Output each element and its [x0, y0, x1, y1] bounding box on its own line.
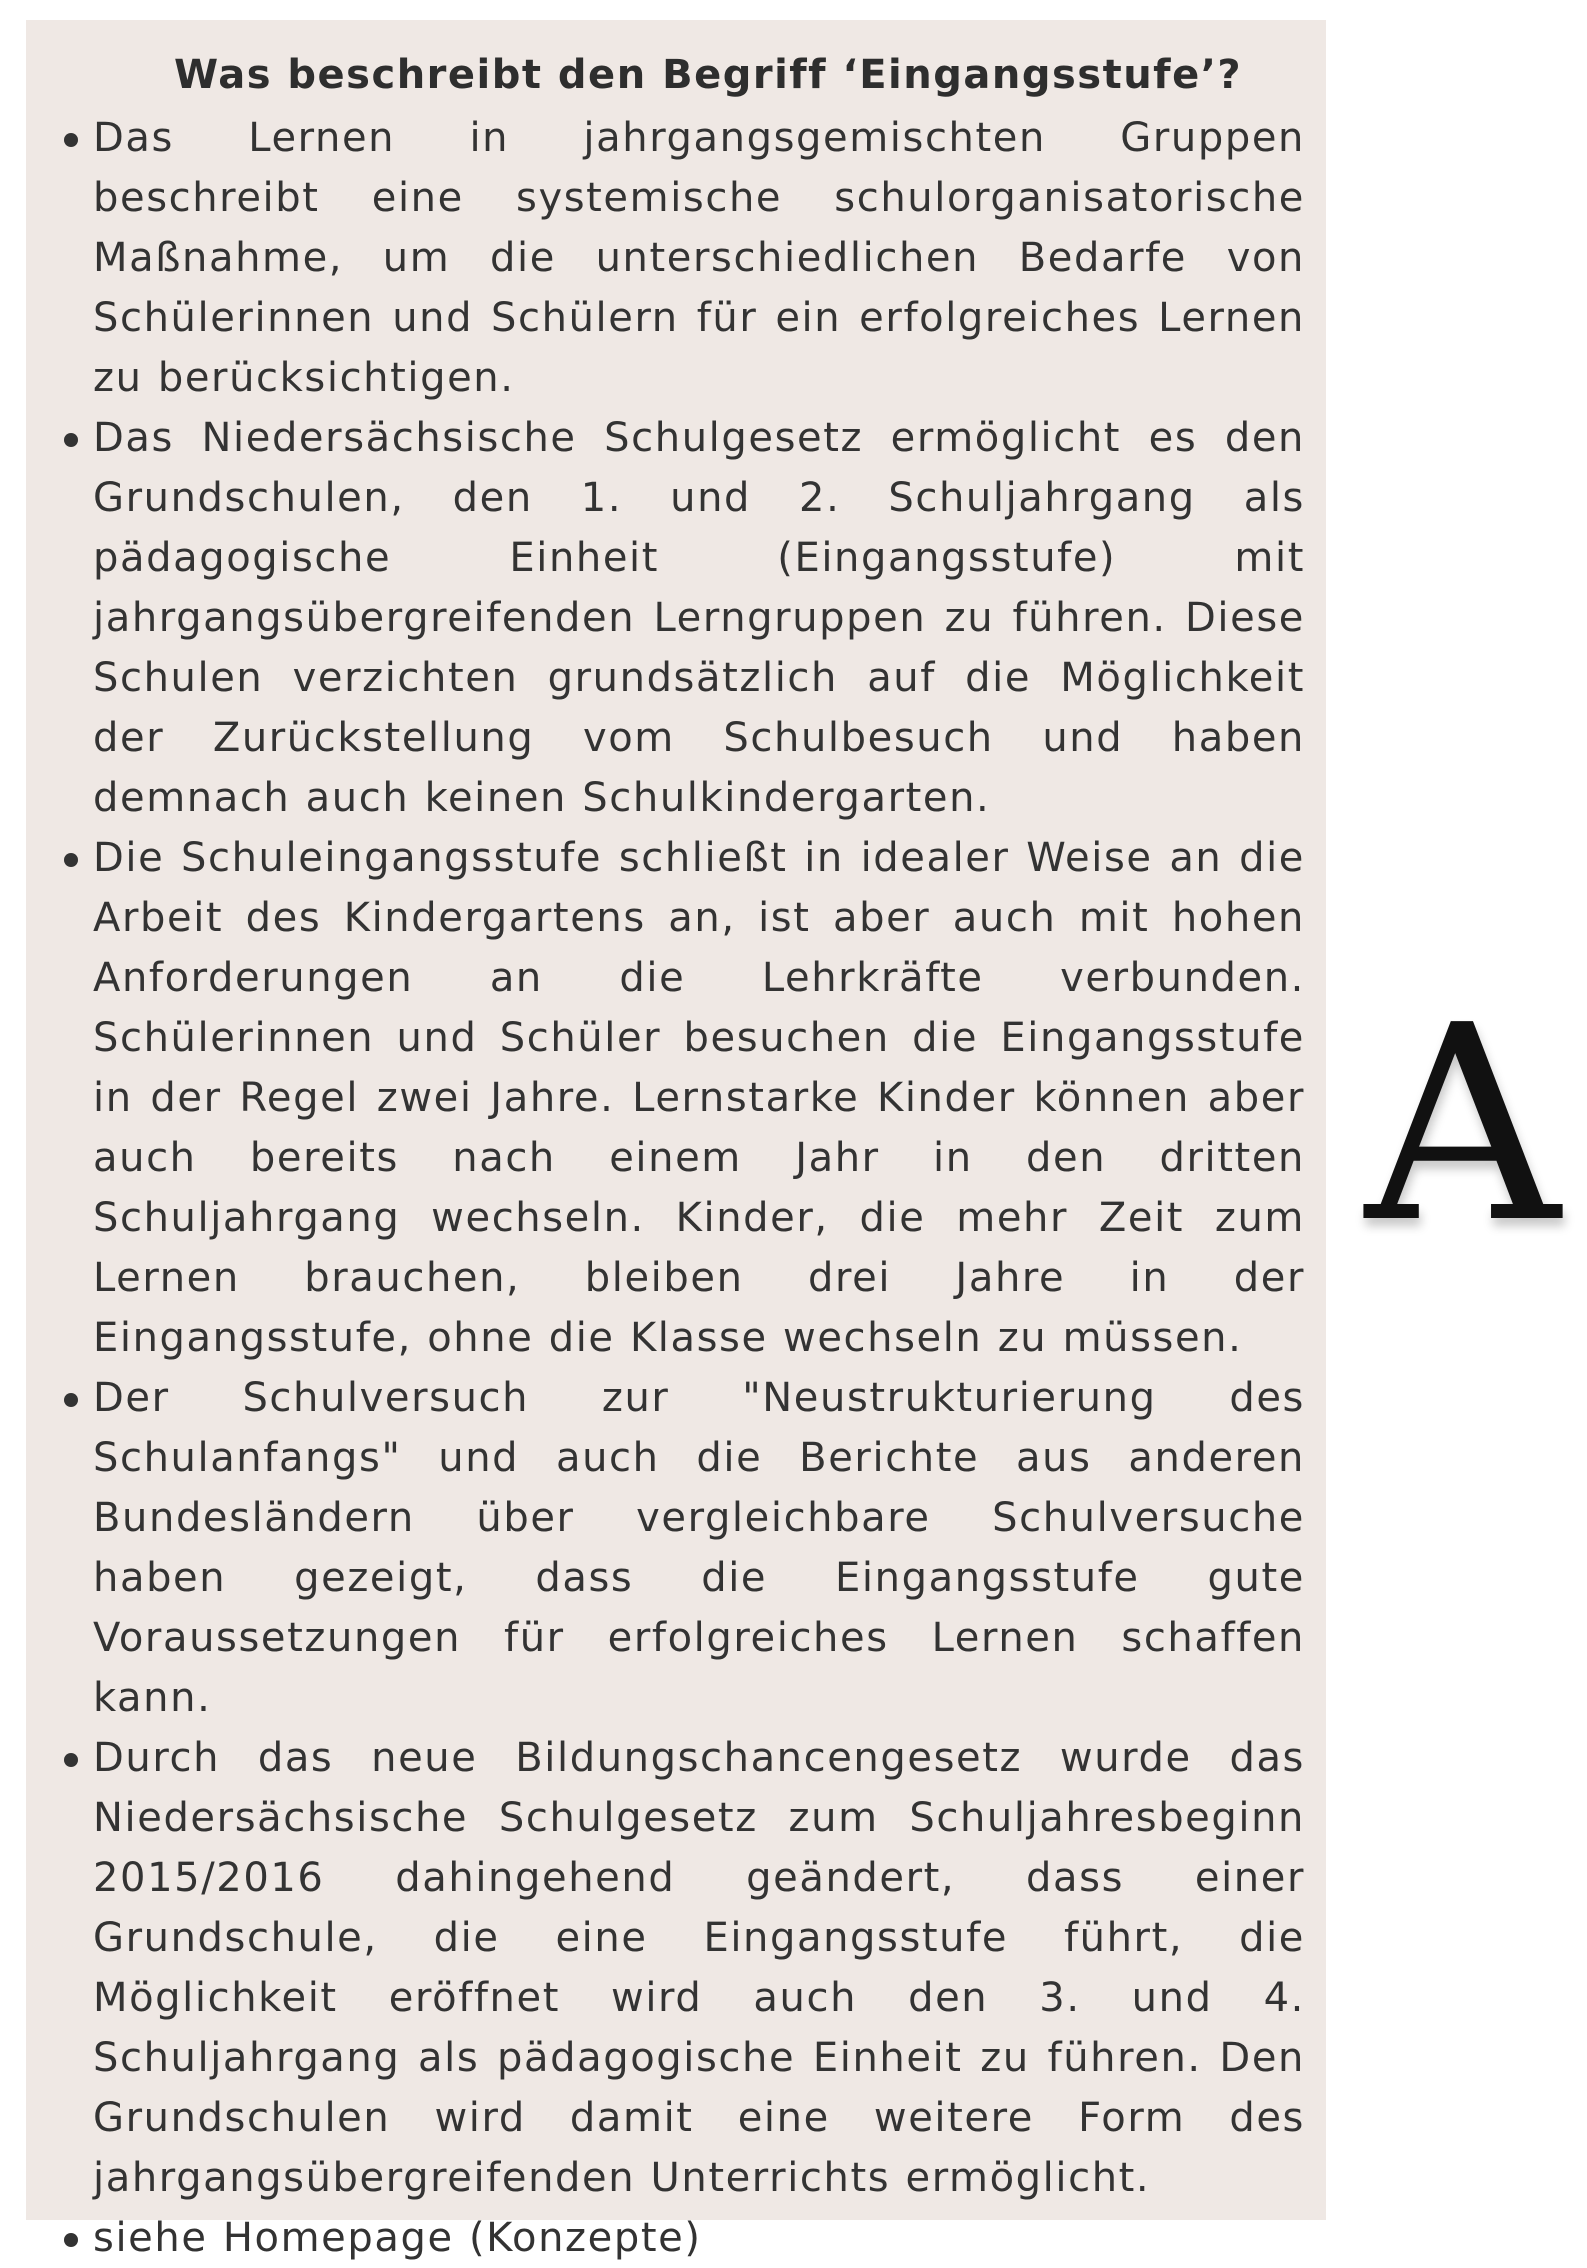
list-item-text: Durch das neue Bildungschancengesetz wurde das Niedersächsische Schulgesetz zum Schuljahresbeginn 2015/2016 dahingehend geändert, dass einer Grundschule, die eine Eingangsstufe führt, die Möglichkeit eröffnet wird auch den 3. und 4. Schuljahrgang als pädagogische Einheit zu führen. Den Grundschulen wird damit eine weitere Form des jahrgangsübergreifenden Unterrichts ermöglicht.: [93, 1735, 1305, 2201]
list-item-text: Der Schulversuch zur "Neustrukturierung des Schulanfangs" und auch die Berichte aus anderen Bundesländern über vergleichbare Schulversuche haben gezeigt, dass die Eingangsstufe gute Voraussetzungen für erfolgreiches Lernen schaffen kann.: [93, 1375, 1305, 1721]
content-card: [26, 20, 1326, 2261]
bullet-dot-icon: [64, 1393, 78, 1407]
list-item: [64, 828, 1305, 1368]
bullet-list: [64, 108, 1305, 2268]
page-title: Was beschreibt den Begriff ‘Eingangsstufe’?: [174, 52, 1243, 98]
list-item: [64, 2208, 1305, 2268]
list-item: [64, 1368, 1305, 1728]
section-letter: A: [1365, 967, 1560, 1282]
bullet-dot-icon: [64, 133, 78, 147]
list-item-text: Das Niedersächsische Schulgesetz ermöglicht es den Grundschulen, den 1. und 2. Schuljahrgang als pädagogische Einheit (Eingangsstufe) mit jahrgangsübergreifenden Lerngruppen zu führen. Diese Schulen verzichten grundsätzlich auf die Möglichkeit der Zurückstellung vom Schulbesuch und haben demnach auch keinen Schulkindergarten.: [93, 415, 1305, 821]
bullet-dot-icon: [64, 1753, 78, 1767]
bullet-dot-icon: [64, 853, 78, 867]
list-item-text: siehe Homepage (Konzepte): [93, 2215, 702, 2261]
list-item: [64, 108, 1305, 408]
list-item: [64, 1728, 1305, 2208]
list-item-text: Das Lernen in jahrgangsgemischten Gruppen beschreibt eine systemische schulorganisatorische Maßnahme, um die unterschiedlichen Bedarfe von Schülerinnen und Schülern für ein erfolgreiches Lernen zu berücksichtigen.: [93, 115, 1305, 401]
bullet-dot-icon: [64, 433, 78, 447]
list-item: [64, 408, 1305, 828]
list-item-text: Die Schuleingangsstufe schließt in idealer Weise an die Arbeit des Kindergartens an, ist aber auch mit hohen Anforderungen an die Lehrkräfte verbunden. Schülerinnen und Schüler besuchen die Eingangsstufe in der Regel zwei Jahre. Lernstarke Kinder können aber auch bereits nach einem Jahr in den dritten Schuljahrgang wechseln. Kinder, die mehr Zeit zum Lernen brauchen, bleiben drei Jahre in der Eingangsstufe, ohne die Klasse wechseln zu müssen.: [93, 835, 1305, 1361]
